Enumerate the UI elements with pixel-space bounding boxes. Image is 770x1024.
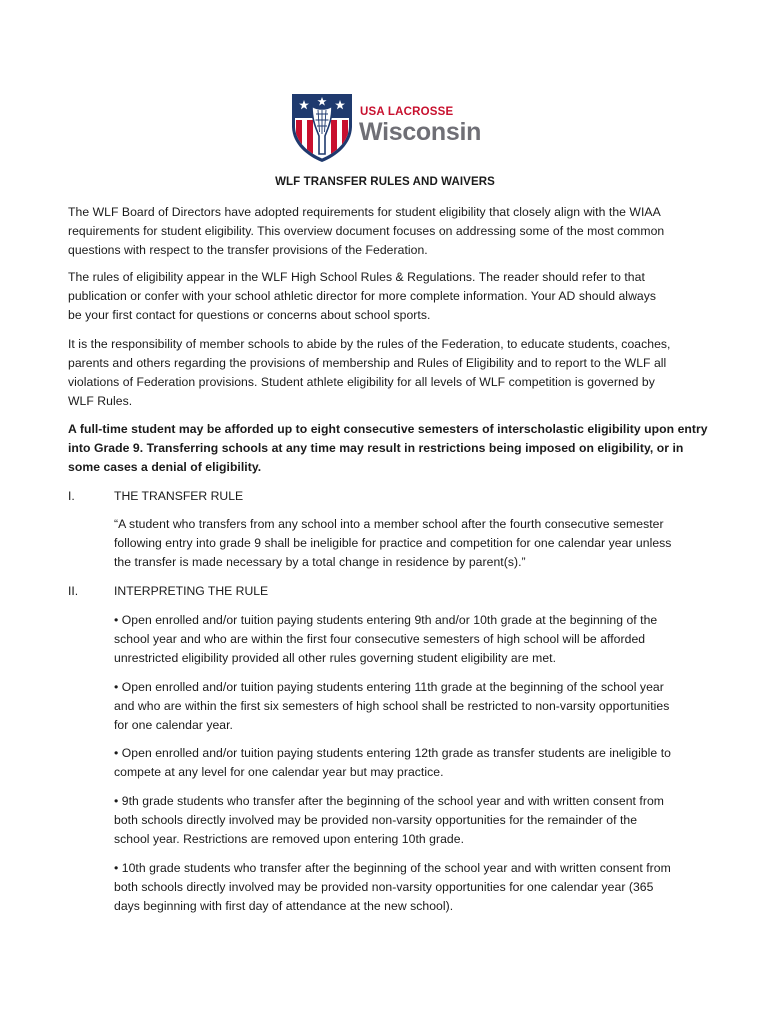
intro-paragraph-2 <box>68 268 708 325</box>
text-line: and who are within the first six semesters of high school shall be restricted to non-varsity opportunities <box>114 699 670 713</box>
brand-top-text: USA LACROSSE <box>360 106 454 118</box>
bullet-item <box>114 744 714 782</box>
text-line: school year. Restrictions are removed upon entering 10th grade. <box>114 832 465 846</box>
text-line: for one calendar year. <box>114 718 233 732</box>
section-1-heading: THE TRANSFER RULE <box>114 489 244 503</box>
text-line: into Grade 9. Transferring schools at any time may result in restrictions being imposed on eligibility, or in <box>68 441 684 455</box>
text-line: school year and who are within the first four consecutive semesters of high school will be afforded <box>114 632 646 646</box>
text-line: The rules of eligibility appear in the WLF High School Rules & Regulations. The reader should refer to that <box>68 270 645 284</box>
text-line: compete at any level for one calendar year but may practice. <box>114 765 444 779</box>
usa-lacrosse-wisconsin-logo <box>290 92 490 164</box>
bullet-item <box>114 611 714 668</box>
eligibility-bold-paragraph <box>68 420 708 477</box>
text-line: the transfer is made necessary by a total change in residence by parent(s).” <box>114 555 526 569</box>
text-line: following entry into grade 9 shall be ineligible for practice and competition for one calendar year unless <box>114 536 672 550</box>
text-line: requirements for student eligibility. This overview document focuses on addressing some of the most common <box>68 224 665 238</box>
transfer-rule-quote <box>114 515 714 572</box>
text-line: It is the responsibility of member schools to abide by the rules of the Federation, to educate students, coaches, <box>68 337 671 351</box>
text-line: WLF Rules. <box>68 394 133 408</box>
section-1-number: I. <box>68 489 75 503</box>
text-line: • Open enrolled and/or tuition paying students entering 12th grade as transfer students are ineligible to <box>114 746 671 760</box>
text-line: • Open enrolled and/or tuition paying students entering 11th grade at the beginning of the school year <box>114 680 664 694</box>
intro-paragraph-3 <box>68 335 708 411</box>
text-line: days beginning with first day of attendance at the new school). <box>114 899 454 913</box>
bullet-item <box>114 792 714 849</box>
text-line: violations of Federation provisions. Student athlete eligibility for all levels of WLF competition is governed by <box>68 375 655 389</box>
text-line: unrestricted eligibility provided all other rules governing student eligibility are met. <box>114 651 557 665</box>
section-2-heading: INTERPRETING THE RULE <box>114 584 269 598</box>
text-line: • 10th grade students who transfer after the beginning of the school year and with written consent from <box>114 861 671 875</box>
intro-paragraph-1 <box>68 203 708 260</box>
text-line: A full-time student may be afforded up to eight consecutive semesters of interscholastic eligibility upon entry <box>68 422 708 436</box>
text-line: “A student who transfers from any school into a member school after the fourth consecutive semester <box>114 517 664 531</box>
brand-bottom-text: Wisconsin <box>359 118 482 146</box>
lacrosse-shield-icon <box>290 92 354 164</box>
text-line: • Open enrolled and/or tuition paying students entering 9th and/or 10th grade at the beginning of the <box>114 613 658 627</box>
text-line: • 9th grade students who transfer after the beginning of the school year and with written consent from <box>114 794 664 808</box>
section-2-number: II. <box>68 584 79 598</box>
bullet-item <box>114 678 714 735</box>
text-line: both schools directly involved may be provided non-varsity opportunities for the remainder of the <box>114 813 638 827</box>
text-line: The WLF Board of Directors have adopted requirements for student eligibility that closely align with the WIAA <box>68 205 661 219</box>
text-line: publication or confer with your school athletic director for more complete information. Your AD should always <box>68 289 657 303</box>
bullet-item <box>114 859 714 916</box>
text-line: parents and others regarding the provisions of membership and Rules of Eligibility and to report to the WLF all <box>68 356 667 370</box>
document-title: WLF TRANSFER RULES AND WAIVERS <box>275 176 495 188</box>
text-line: questions with respect to the transfer provisions of the Federation. <box>68 243 428 257</box>
text-line: both schools directly involved may be provided non-varsity opportunities for one calendar year (365 <box>114 880 654 894</box>
text-line: some cases a denial of eligibility. <box>68 460 262 474</box>
text-line: be your first contact for questions or concerns about school sports. <box>68 308 431 322</box>
